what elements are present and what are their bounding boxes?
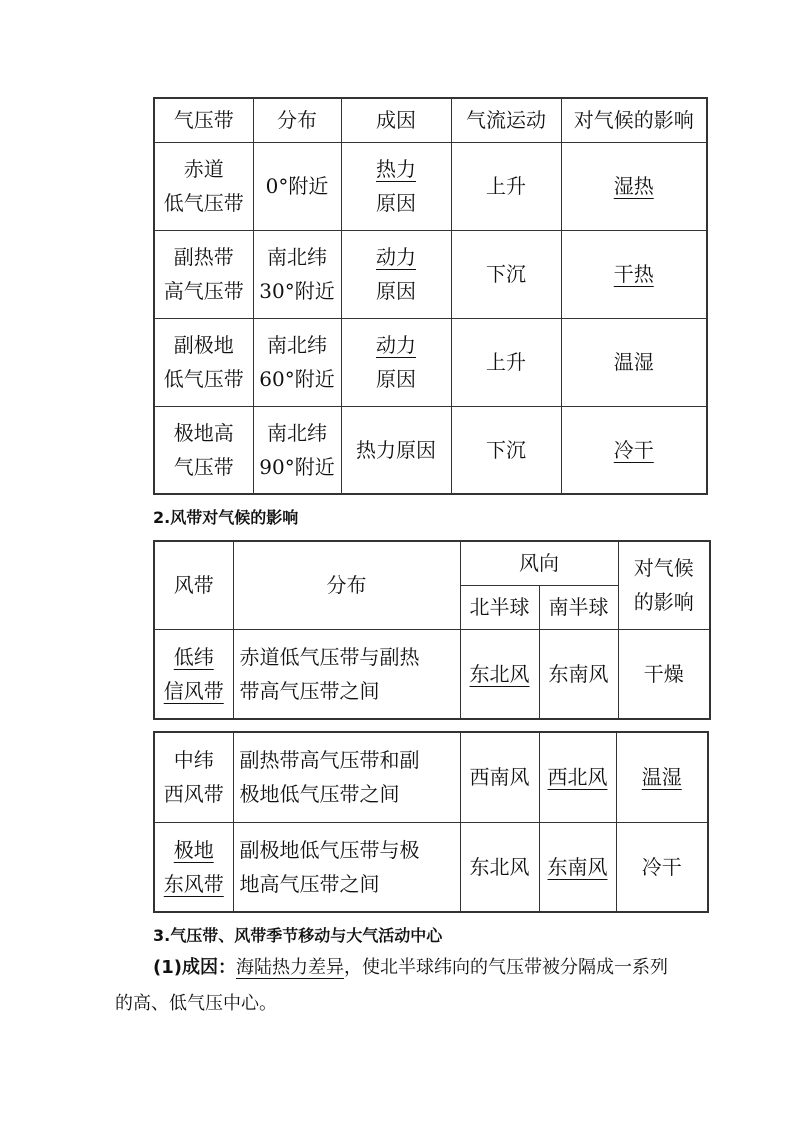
belt-name-line: 中纬: [173, 748, 214, 773]
airflow-cell: 上升: [451, 318, 561, 406]
header-distribution: 分布: [233, 541, 460, 629]
distribution-cell: [233, 732, 460, 822]
belt-name-line: 极地: [173, 837, 214, 862]
distribution-line: 赤道低气压带与副热: [239, 644, 420, 669]
belt-name-line: 东风带: [163, 871, 224, 896]
belt-name-line: 赤道: [183, 157, 224, 181]
belt-name-cell: [154, 230, 253, 318]
distribution-line: 0°附近: [265, 174, 329, 198]
airflow-cell: 下沉: [451, 230, 561, 318]
paragraph-text: ，使北半球纬向的气压带被分隔成一系列: [343, 957, 668, 978]
airflow-cell: 上升: [451, 142, 561, 230]
north-wind-cell: [460, 629, 539, 719]
wind-belt-table-continued: [153, 731, 709, 913]
table-row: [154, 629, 710, 719]
section-heading: 2.风带对气候的影响: [153, 508, 299, 527]
header-cause: 成因: [341, 98, 451, 142]
distribution-line: 南北纬: [267, 333, 327, 357]
south-wind-value: 西北风: [547, 765, 608, 790]
belt-name-cell: [154, 142, 253, 230]
distribution-cell: [253, 406, 341, 494]
climate-value: 湿热: [613, 174, 654, 198]
south-wind-cell: [539, 732, 616, 822]
cause-line: 原因: [376, 191, 416, 215]
distribution-line: 南北纬: [267, 245, 327, 269]
belt-name-line: 低纬: [173, 644, 214, 669]
climate-cell: 冷干: [616, 822, 708, 912]
header-pressure-belt: 气压带: [154, 98, 253, 142]
belt-name-cell: [154, 318, 253, 406]
table-header-row: [154, 98, 707, 142]
paragraph-text-line2: 的高、低气压中心。: [115, 993, 277, 1014]
belt-name-line: 副热带: [173, 245, 234, 269]
distribution-cell: [233, 629, 460, 719]
wind-belt-table: [153, 540, 711, 720]
belt-name-line: 气压带: [173, 454, 234, 479]
header-climate-line: 的影响: [633, 590, 694, 615]
cause-line: 热力原因: [356, 437, 436, 462]
header-climate-effect: 对气候的影响: [561, 98, 707, 142]
north-wind-value: 东北风: [469, 661, 530, 686]
header-climate-line: 对气候: [633, 556, 694, 581]
distribution-line: 地高气压带之间: [239, 871, 380, 896]
cause-line: 动力: [376, 333, 416, 357]
cause-paragraph: [115, 950, 695, 1022]
table-row: [154, 142, 707, 230]
header-south-hemisphere: 南半球: [539, 585, 618, 629]
climate-value: 冷干: [613, 437, 654, 462]
distribution-line: 副极地低气压带与极: [239, 837, 420, 862]
paragraph-label: (1)成因：: [153, 957, 236, 978]
south-wind-cell: 东南风: [539, 629, 618, 719]
table-row: [154, 822, 708, 912]
section-heading: 3.气压带、风带季节移动与大气活动中心: [153, 926, 443, 945]
belt-name-line: 副极地: [173, 333, 234, 357]
belt-name-cell: [154, 822, 233, 912]
distribution-line: 30°附近: [259, 279, 335, 303]
belt-name-line: 极地高: [173, 420, 234, 445]
distribution-cell: [253, 230, 341, 318]
distribution-line: 南北纬: [267, 420, 327, 445]
table-row: [154, 318, 707, 406]
belt-name-cell: [154, 732, 233, 822]
north-wind-cell: 西南风: [460, 732, 539, 822]
cause-cell: [341, 142, 451, 230]
belt-name-line: 低气压带: [163, 367, 244, 391]
distribution-cell: [253, 142, 341, 230]
north-wind-cell: 东北风: [460, 822, 539, 912]
cause-line: 原因: [376, 279, 416, 303]
distribution-line: 60°附近: [259, 367, 335, 391]
climate-value: 干热: [613, 262, 654, 286]
cause-cell: [341, 406, 451, 494]
table-row: [154, 230, 707, 318]
climate-cell: [561, 406, 707, 494]
paragraph-key-term: 海陆热力差异: [235, 957, 344, 978]
pressure-belt-table: [153, 97, 708, 495]
header-north-hemisphere: 北半球: [460, 585, 539, 629]
airflow-cell: 下沉: [451, 406, 561, 494]
belt-name-cell: [154, 629, 233, 719]
header-airflow: 气流运动: [451, 98, 561, 142]
belt-name-line: 信风带: [163, 678, 224, 703]
distribution-line: 90°附近: [259, 454, 335, 479]
climate-value: 温湿: [641, 765, 682, 790]
table-row: [154, 732, 708, 822]
belt-name-line: 西风带: [163, 782, 224, 807]
distribution-line: 带高气压带之间: [239, 678, 380, 703]
header-wind-direction: 风向: [460, 541, 618, 585]
cause-cell: [341, 230, 451, 318]
climate-cell: 干燥: [618, 629, 710, 719]
belt-name-cell: [154, 406, 253, 494]
distribution-cell: [233, 822, 460, 912]
south-wind-cell: [539, 822, 616, 912]
header-climate-effect: [618, 541, 710, 629]
south-wind-value: 东南风: [547, 854, 608, 879]
table-header-row: [154, 541, 710, 585]
climate-cell: [561, 142, 707, 230]
cause-line: 热力: [376, 157, 416, 181]
climate-cell: [561, 230, 707, 318]
cause-line: 原因: [376, 367, 416, 391]
cause-cell: [341, 318, 451, 406]
table-row: [154, 406, 707, 494]
climate-cell: 温湿: [561, 318, 707, 406]
header-wind-belt: 风带: [154, 541, 233, 629]
cause-line: 动力: [376, 245, 416, 269]
distribution-line: 副热带高气压带和副: [239, 748, 420, 773]
header-distribution: 分布: [253, 98, 341, 142]
distribution-cell: [253, 318, 341, 406]
climate-cell: [616, 732, 708, 822]
belt-name-line: 低气压带: [163, 191, 244, 215]
belt-name-line: 高气压带: [163, 279, 244, 303]
distribution-line: 极地低气压带之间: [239, 782, 400, 807]
